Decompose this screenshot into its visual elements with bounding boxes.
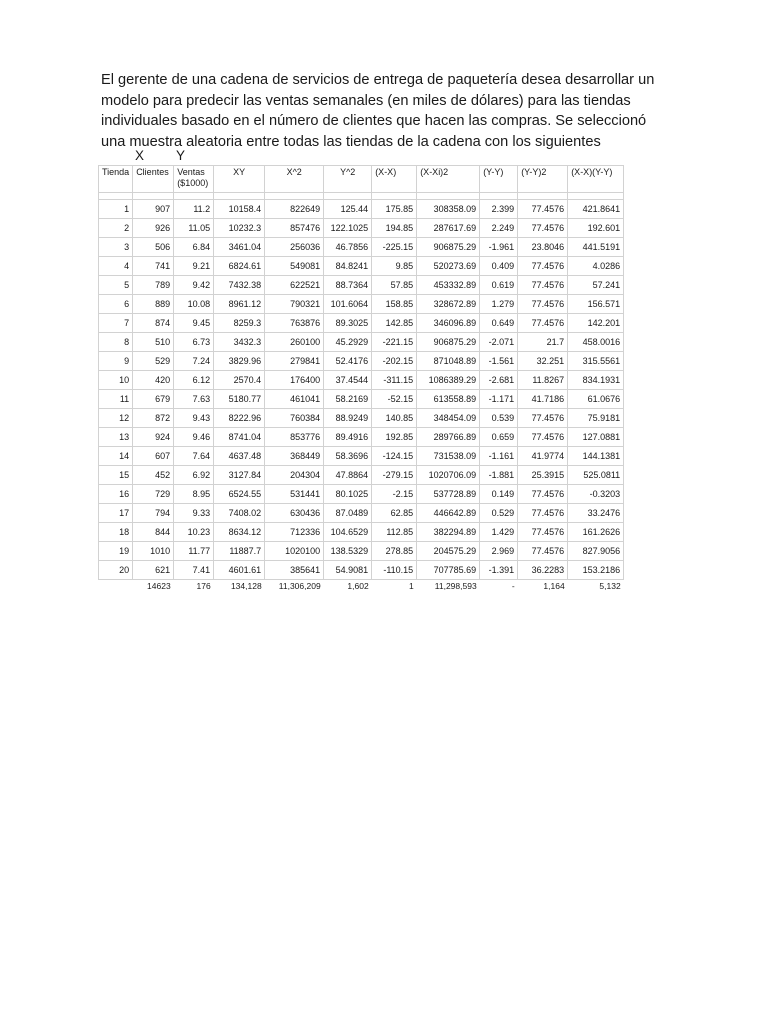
table-cell: 75.9181: [568, 409, 624, 428]
total-cell: 14623: [147, 581, 171, 591]
table-cell: 6.73: [174, 333, 214, 352]
col-header-clientes: Clientes: [133, 166, 174, 193]
table-cell: 77.4576: [518, 523, 568, 542]
table-cell: 441.5191: [568, 238, 624, 257]
table-cell: -1.881: [480, 466, 518, 485]
table-cell: 23.8046: [518, 238, 568, 257]
table-cell: 58.3696: [324, 447, 372, 466]
col-header-x-dev: (X-X): [372, 166, 417, 193]
table-cell: 741: [133, 257, 174, 276]
spacer-cell: [568, 193, 624, 200]
total-cell: 134,128: [230, 581, 262, 591]
table-cell: 77.4576: [518, 276, 568, 295]
col-header-x2: X^2: [265, 166, 324, 193]
table-cell: 760384: [265, 409, 324, 428]
table-cell: 446642.89: [417, 504, 480, 523]
table-cell: 3461.04: [214, 238, 265, 257]
table-cell: 4: [99, 257, 133, 276]
table-cell: 906875.29: [417, 333, 480, 352]
table-cell: 279841: [265, 352, 324, 371]
table-cell: 8.95: [174, 485, 214, 504]
table-cell: -2.15: [372, 485, 417, 504]
table-cell: 622521: [265, 276, 324, 295]
table-cell: 142.85: [372, 314, 417, 333]
table-cell: 11.8267: [518, 371, 568, 390]
table-cell: 0.619: [480, 276, 518, 295]
table-cell: 16: [99, 485, 133, 504]
table-cell: 8961.12: [214, 295, 265, 314]
table-cell: 37.4544: [324, 371, 372, 390]
table-cell: 41.9774: [518, 447, 568, 466]
table-cell: 156.571: [568, 295, 624, 314]
table-cell: 613558.89: [417, 390, 480, 409]
total-cell: 11,306,209: [278, 581, 321, 591]
table-cell: 0.149: [480, 485, 518, 504]
data-table: [98, 165, 624, 592]
table-row: [99, 485, 624, 504]
table-cell: 3127.84: [214, 466, 265, 485]
table-cell: 112.85: [372, 523, 417, 542]
intro-paragraph: El gerente de una cadena de servicios de entrega de paquetería desea desarrollar un modelo para predecir las ventas semanales (en miles de dólares) para las tiendas individuales basado en el número de clientes que hacen las compras. Se seleccionó una muestra aleatoria entre todas las tiendas de la cadena con los siguientes: [101, 72, 655, 150]
table-cell: -0.3203: [568, 485, 624, 504]
total-cell: -: [511, 581, 515, 591]
table-cell: 10158.4: [214, 200, 265, 219]
table-cell: 348454.09: [417, 409, 480, 428]
table-cell: 20: [99, 561, 133, 580]
total-cell: 5,132: [599, 581, 621, 591]
table-cell: 32.251: [518, 352, 568, 371]
table-cell: 1020100: [265, 542, 324, 561]
table-cell: -1.161: [480, 447, 518, 466]
table-row: [99, 428, 624, 447]
table-cell: 679: [133, 390, 174, 409]
table-cell: 1010: [133, 542, 174, 561]
table-cell: 8222.96: [214, 409, 265, 428]
table-cell: -221.15: [372, 333, 417, 352]
table-cell: 5: [99, 276, 133, 295]
table-cell: -124.15: [372, 447, 417, 466]
table-cell: 2.249: [480, 219, 518, 238]
table-cell: 2.969: [480, 542, 518, 561]
col-header-x-dev-sq: (X-Xi)2: [417, 166, 480, 193]
table-cell: 122.1025: [324, 219, 372, 238]
table-cell: 10.23: [174, 523, 214, 542]
table-cell: 827.9056: [568, 542, 624, 561]
table-cell: 289766.89: [417, 428, 480, 447]
table-cell: 9.45: [174, 314, 214, 333]
table-cell: 794: [133, 504, 174, 523]
spacer-cell: [174, 193, 214, 200]
table-cell: 6524.55: [214, 485, 265, 504]
table-cell: 6.12: [174, 371, 214, 390]
table-row: [99, 200, 624, 219]
table-cell: 11.77: [174, 542, 214, 561]
table-cell: 57.241: [568, 276, 624, 295]
table-cell: 77.4576: [518, 542, 568, 561]
table-cell: 7432.38: [214, 276, 265, 295]
table-cell: 8: [99, 333, 133, 352]
table-cell: 731538.09: [417, 447, 480, 466]
table-row: [99, 276, 624, 295]
table-cell: 192.601: [568, 219, 624, 238]
table-cell: 80.1025: [324, 485, 372, 504]
table-cell: 421.8641: [568, 200, 624, 219]
table-cell: 61.0676: [568, 390, 624, 409]
table-cell: 382294.89: [417, 523, 480, 542]
table-cell: 21.7: [518, 333, 568, 352]
table-cell: 84.8241: [324, 257, 372, 276]
table-cell: 260100: [265, 333, 324, 352]
table-cell: 308358.09: [417, 200, 480, 219]
table-cell: 0.409: [480, 257, 518, 276]
table-cell: 907: [133, 200, 174, 219]
table-cell: 88.9249: [324, 409, 372, 428]
table-cell: 6.84: [174, 238, 214, 257]
table-cell: 1.279: [480, 295, 518, 314]
table-cell: 11: [99, 390, 133, 409]
table-cell: 11.05: [174, 219, 214, 238]
table-row: [99, 238, 624, 257]
table-cell: 9.43: [174, 409, 214, 428]
table-cell: 630436: [265, 504, 324, 523]
table-row: [99, 314, 624, 333]
table-row: [99, 504, 624, 523]
table-cell: 458.0016: [568, 333, 624, 352]
table-row: [99, 371, 624, 390]
table-cell: 4.0286: [568, 257, 624, 276]
table-cell: 3829.96: [214, 352, 265, 371]
table-cell: 77.4576: [518, 504, 568, 523]
col-header-y-dev-sq: (Y-Y)2: [518, 166, 568, 193]
table-cell: -202.15: [372, 352, 417, 371]
table-cell: 204575.29: [417, 542, 480, 561]
table-cell: 906875.29: [417, 238, 480, 257]
table-cell: 7.24: [174, 352, 214, 371]
table-cell: 0.659: [480, 428, 518, 447]
table-cell: 278.85: [372, 542, 417, 561]
table-cell: 7.41: [174, 561, 214, 580]
table-cell: 14: [99, 447, 133, 466]
spacer-cell: [372, 193, 417, 200]
table-cell: 537728.89: [417, 485, 480, 504]
table-cell: 461041: [265, 390, 324, 409]
table-cell: 857476: [265, 219, 324, 238]
table-cell: 763876: [265, 314, 324, 333]
table-cell: 287617.69: [417, 219, 480, 238]
table-cell: 926: [133, 219, 174, 238]
table-cell: 346096.89: [417, 314, 480, 333]
spacer-cell: [99, 193, 133, 200]
table-cell: 77.4576: [518, 485, 568, 504]
table-cell: 204304: [265, 466, 324, 485]
table-cell: 125.44: [324, 200, 372, 219]
table-cell: 36.2283: [518, 561, 568, 580]
total-cell: 176: [196, 581, 211, 591]
table-cell: 510: [133, 333, 174, 352]
table-cell: 89.3025: [324, 314, 372, 333]
spacer-cell: [518, 193, 568, 200]
table-cell: 158.85: [372, 295, 417, 314]
table-row: [99, 295, 624, 314]
spacer-cell: [324, 193, 372, 200]
table-cell: 368449: [265, 447, 324, 466]
col-header-tienda: Tienda: [99, 166, 133, 193]
table-cell: 7408.02: [214, 504, 265, 523]
table-cell: 54.9081: [324, 561, 372, 580]
table-cell: 4601.61: [214, 561, 265, 580]
table-cell: 77.4576: [518, 257, 568, 276]
table-cell: 712336: [265, 523, 324, 542]
table-cell: 58.2169: [324, 390, 372, 409]
total-cell: 1,602: [347, 581, 369, 591]
spacer-row: [99, 193, 624, 200]
table-cell: 3: [99, 238, 133, 257]
table-cell: 52.4176: [324, 352, 372, 371]
table-cell: 176400: [265, 371, 324, 390]
table-cell: 531441: [265, 485, 324, 504]
table-cell: -52.15: [372, 390, 417, 409]
total-cell: 1,164: [543, 581, 565, 591]
table-cell: 1020706.09: [417, 466, 480, 485]
table-cell: 77.4576: [518, 295, 568, 314]
table-cell: 256036: [265, 238, 324, 257]
table-cell: 529: [133, 352, 174, 371]
table-cell: 9: [99, 352, 133, 371]
table-cell: 25.3915: [518, 466, 568, 485]
table-cell: -311.15: [372, 371, 417, 390]
table-cell: 0.529: [480, 504, 518, 523]
table-cell: 47.8864: [324, 466, 372, 485]
col-header-y2: Y^2: [324, 166, 372, 193]
table-cell: 2570.4: [214, 371, 265, 390]
table-cell: 17: [99, 504, 133, 523]
table-row: [99, 561, 624, 580]
table-cell: 621: [133, 561, 174, 580]
table-row: [99, 447, 624, 466]
col-header-xy-dev: (X-X)(Y-Y): [568, 166, 624, 193]
table-cell: 452: [133, 466, 174, 485]
table-cell: 2.399: [480, 200, 518, 219]
table-cell: 18: [99, 523, 133, 542]
table-cell: 142.201: [568, 314, 624, 333]
table-cell: 77.4576: [518, 219, 568, 238]
spacer-cell: [480, 193, 518, 200]
table-cell: 328672.89: [417, 295, 480, 314]
table-cell: 10.08: [174, 295, 214, 314]
table-cell: 385641: [265, 561, 324, 580]
table-cell: 889: [133, 295, 174, 314]
spacer-cell: [214, 193, 265, 200]
table-row: [99, 466, 624, 485]
table-cell: 9.21: [174, 257, 214, 276]
table-cell: 194.85: [372, 219, 417, 238]
table-cell: 10232.3: [214, 219, 265, 238]
table-cell: 8741.04: [214, 428, 265, 447]
table-cell: -2.681: [480, 371, 518, 390]
total-cell: 1: [408, 581, 414, 591]
table-cell: 874: [133, 314, 174, 333]
totals-row: [99, 580, 624, 593]
table-cell: 1: [99, 200, 133, 219]
table-cell: 41.7186: [518, 390, 568, 409]
table-cell: 77.4576: [518, 428, 568, 447]
table-cell: 9.46: [174, 428, 214, 447]
table-cell: -1.391: [480, 561, 518, 580]
table-cell: 0.539: [480, 409, 518, 428]
spacer-cell: [265, 193, 324, 200]
table-cell: 6.92: [174, 466, 214, 485]
table-cell: 6: [99, 295, 133, 314]
table-cell: 5180.77: [214, 390, 265, 409]
table-cell: 315.5561: [568, 352, 624, 371]
table-cell: 13: [99, 428, 133, 447]
table-cell: 144.1381: [568, 447, 624, 466]
table-cell: 853776: [265, 428, 324, 447]
col-header-ventas: Ventas ($1000): [174, 166, 214, 193]
table-row: [99, 409, 624, 428]
y-variable-label: Y: [176, 148, 186, 163]
table-row: [99, 219, 624, 238]
table-cell: 871048.89: [417, 352, 480, 371]
table-cell: 153.2186: [568, 561, 624, 580]
table-cell: 45.2929: [324, 333, 372, 352]
table-cell: 11887.7: [214, 542, 265, 561]
table-row: [99, 333, 624, 352]
table-cell: 9.42: [174, 276, 214, 295]
total-cell: [99, 580, 133, 593]
table-cell: 140.85: [372, 409, 417, 428]
table-cell: 88.7364: [324, 276, 372, 295]
table-cell: 607: [133, 447, 174, 466]
table-cell: 161.2626: [568, 523, 624, 542]
table-cell: 12: [99, 409, 133, 428]
table-cell: 1086389.29: [417, 371, 480, 390]
table-row: [99, 257, 624, 276]
table-cell: 6824.61: [214, 257, 265, 276]
table-row: [99, 523, 624, 542]
table-row: [99, 542, 624, 561]
table-cell: 15: [99, 466, 133, 485]
total-cell: 11,298,593: [434, 581, 477, 591]
x-variable-label: X: [135, 148, 145, 163]
table-row: [99, 390, 624, 409]
table-cell: 822649: [265, 200, 324, 219]
table-cell: -110.15: [372, 561, 417, 580]
table-cell: 729: [133, 485, 174, 504]
table-cell: -1.171: [480, 390, 518, 409]
table-cell: 0.649: [480, 314, 518, 333]
table-header-row: [99, 166, 624, 193]
table-cell: 62.85: [372, 504, 417, 523]
table-row: [99, 352, 624, 371]
table-cell: 790321: [265, 295, 324, 314]
table-cell: 104.6529: [324, 523, 372, 542]
table-cell: -1.561: [480, 352, 518, 371]
table-cell: 789: [133, 276, 174, 295]
table-cell: 77.4576: [518, 314, 568, 333]
table-cell: 127.0881: [568, 428, 624, 447]
table-cell: 525.0811: [568, 466, 624, 485]
table-cell: 87.0489: [324, 504, 372, 523]
table-cell: 7: [99, 314, 133, 333]
table-cell: 506: [133, 238, 174, 257]
col-header-y-dev: (Y-Y): [480, 166, 518, 193]
col-header-xy: XY: [214, 166, 265, 193]
spacer-cell: [133, 193, 174, 200]
table-cell: 1.429: [480, 523, 518, 542]
table-cell: 89.4916: [324, 428, 372, 447]
table-cell: 834.1931: [568, 371, 624, 390]
table-cell: 46.7856: [324, 238, 372, 257]
table-cell: 77.4576: [518, 200, 568, 219]
table-cell: -2.071: [480, 333, 518, 352]
table-cell: 57.85: [372, 276, 417, 295]
table-cell: 192.85: [372, 428, 417, 447]
table-cell: 33.2476: [568, 504, 624, 523]
table-cell: 2: [99, 219, 133, 238]
table-cell: 453332.89: [417, 276, 480, 295]
table-cell: 19: [99, 542, 133, 561]
table-cell: 8634.12: [214, 523, 265, 542]
table-cell: 420: [133, 371, 174, 390]
table-cell: 549081: [265, 257, 324, 276]
table-cell: 7.63: [174, 390, 214, 409]
table-cell: 7.64: [174, 447, 214, 466]
table-cell: -1.961: [480, 238, 518, 257]
table-cell: 77.4576: [518, 409, 568, 428]
table-cell: 872: [133, 409, 174, 428]
table-cell: 101.6064: [324, 295, 372, 314]
table-cell: 9.33: [174, 504, 214, 523]
table-cell: 707785.69: [417, 561, 480, 580]
table-cell: 10: [99, 371, 133, 390]
table-cell: 8259.3: [214, 314, 265, 333]
spacer-cell: [417, 193, 480, 200]
table-cell: 138.5329: [324, 542, 372, 561]
table-cell: 175.85: [372, 200, 417, 219]
table-cell: -225.15: [372, 238, 417, 257]
table-cell: 520273.69: [417, 257, 480, 276]
table-cell: -279.15: [372, 466, 417, 485]
table-cell: 3432.3: [214, 333, 265, 352]
table-cell: 4637.48: [214, 447, 265, 466]
table-cell: 11.2: [174, 200, 214, 219]
table-cell: 924: [133, 428, 174, 447]
table-cell: 9.85: [372, 257, 417, 276]
table-cell: 844: [133, 523, 174, 542]
